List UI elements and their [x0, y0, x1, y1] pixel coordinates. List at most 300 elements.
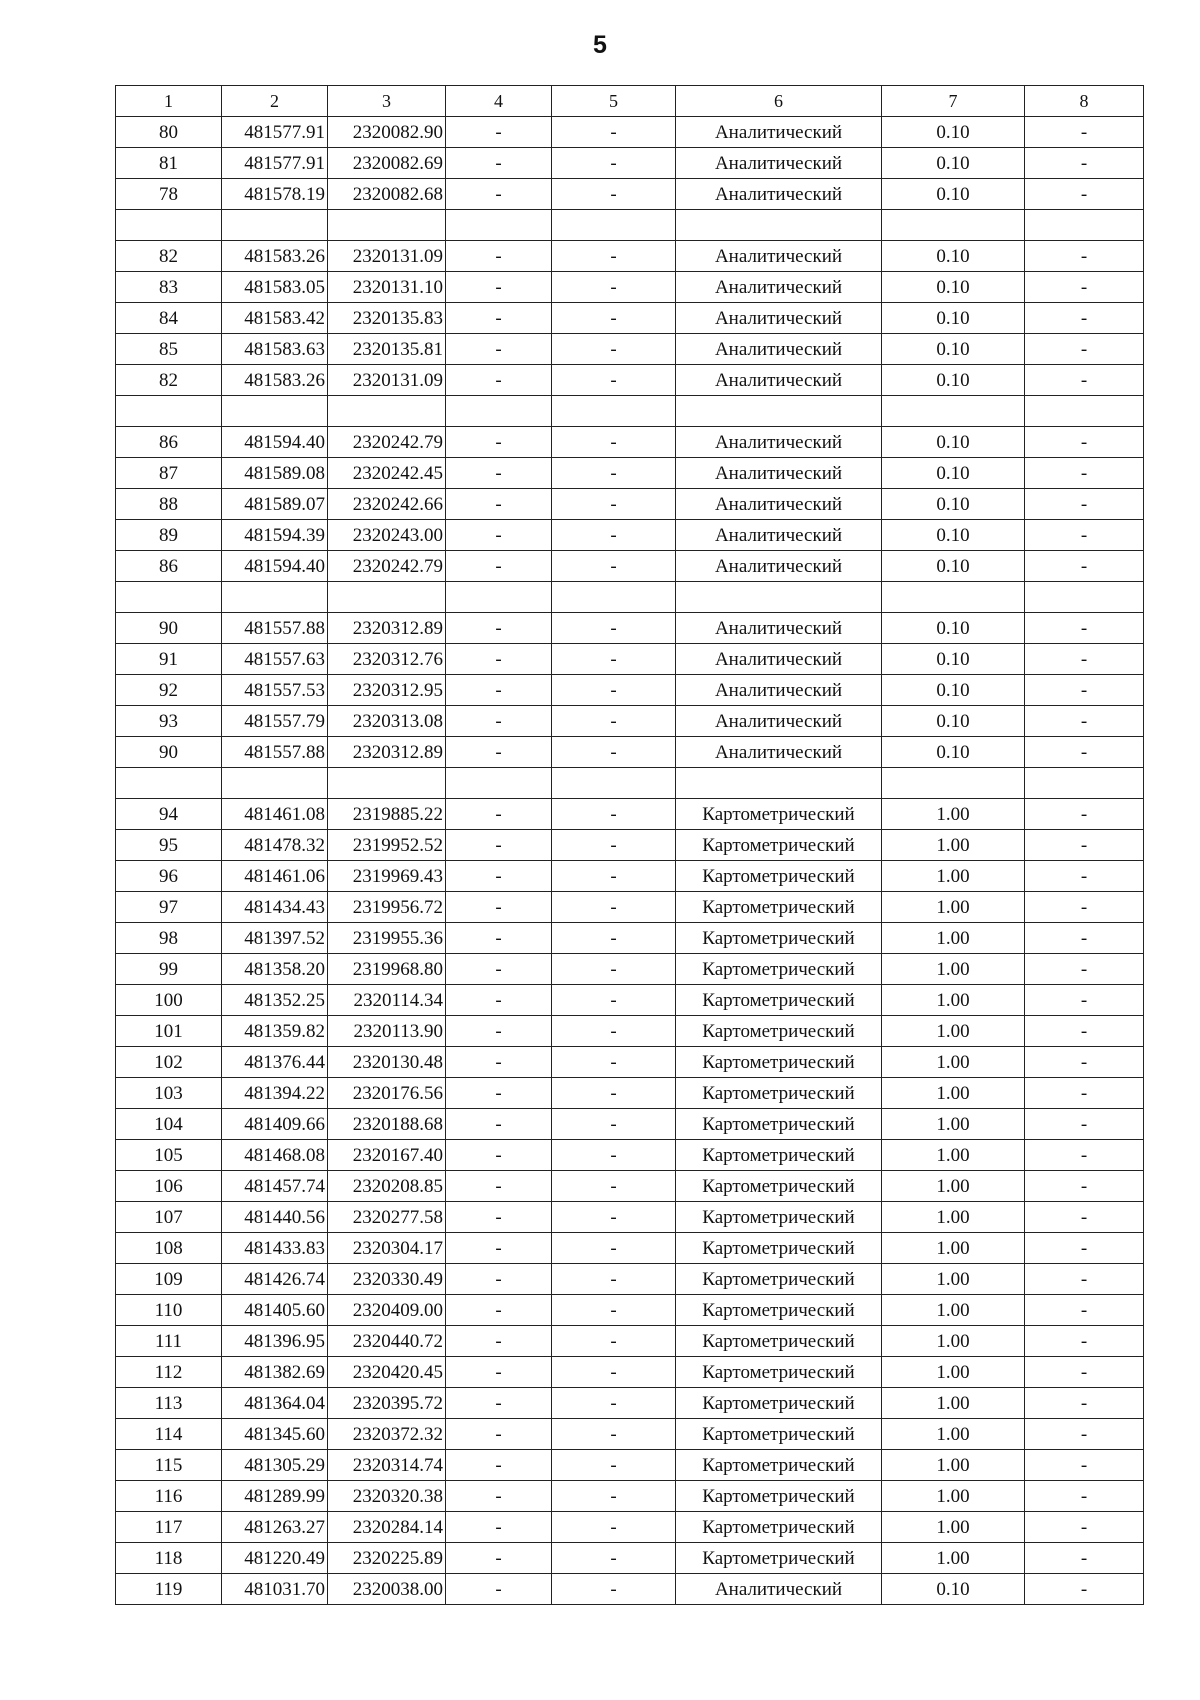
method-cell: Аналитический: [676, 675, 882, 706]
table-row: [116, 396, 1144, 427]
y-coordinate-cell: 2320320.38: [328, 1481, 446, 1512]
column-4-cell: -: [446, 1047, 552, 1078]
column-4-cell: -: [446, 613, 552, 644]
table-row: [116, 1171, 1144, 1202]
table-row: [116, 179, 1144, 210]
column-5-cell: -: [552, 1264, 676, 1295]
column-header: 6: [676, 86, 882, 117]
column-5-cell: -: [552, 1047, 676, 1078]
table-row: [116, 768, 1144, 799]
column-4-cell: -: [446, 1419, 552, 1450]
column-5-cell: -: [552, 241, 676, 272]
table-row: [116, 1016, 1144, 1047]
x-coordinate-cell: 481468.08: [222, 1140, 328, 1171]
x-coordinate-cell: 481583.26: [222, 241, 328, 272]
point-number-cell: 86: [116, 551, 222, 582]
column-5-cell: -: [552, 706, 676, 737]
column-5-cell: -: [552, 985, 676, 1016]
x-coordinate-cell: 481352.25: [222, 985, 328, 1016]
column-4-cell: -: [446, 489, 552, 520]
column-8-cell: -: [1025, 1574, 1144, 1605]
point-number-cell: 95: [116, 830, 222, 861]
point-number-cell: 100: [116, 985, 222, 1016]
column-4-cell: -: [446, 365, 552, 396]
accuracy-cell: 0.10: [882, 179, 1025, 210]
y-coordinate-cell: 2320167.40: [328, 1140, 446, 1171]
accuracy-cell: 1.00: [882, 1450, 1025, 1481]
column-4-cell: -: [446, 737, 552, 768]
column-5-cell: -: [552, 613, 676, 644]
accuracy-cell: 1.00: [882, 1481, 1025, 1512]
column-header: 1: [116, 86, 222, 117]
method-cell: Аналитический: [676, 458, 882, 489]
y-coordinate-cell: 2320135.81: [328, 334, 446, 365]
x-coordinate-cell: 481557.88: [222, 613, 328, 644]
y-coordinate-cell: 2320131.10: [328, 272, 446, 303]
y-coordinate-cell: 2320395.72: [328, 1388, 446, 1419]
method-cell: Аналитический: [676, 520, 882, 551]
column-5-cell: -: [552, 365, 676, 396]
point-number-cell: 80: [116, 117, 222, 148]
column-8-cell: -: [1025, 1233, 1144, 1264]
column-4-cell: -: [446, 706, 552, 737]
column-5-cell: -: [552, 1419, 676, 1450]
point-number-cell: [116, 768, 222, 799]
column-4-cell: -: [446, 1016, 552, 1047]
method-cell: Картометрический: [676, 1481, 882, 1512]
accuracy-cell: 0.10: [882, 1574, 1025, 1605]
column-4-cell: -: [446, 179, 552, 210]
accuracy-cell: 1.00: [882, 1357, 1025, 1388]
point-number-cell: 108: [116, 1233, 222, 1264]
column-8-cell: [1025, 396, 1144, 427]
column-4-cell: -: [446, 985, 552, 1016]
accuracy-cell: 0.10: [882, 365, 1025, 396]
table-row: [116, 1109, 1144, 1140]
table-row: [116, 210, 1144, 241]
table-row: [116, 334, 1144, 365]
method-cell: Картометрический: [676, 1109, 882, 1140]
point-number-cell: [116, 582, 222, 613]
column-8-cell: [1025, 210, 1144, 241]
column-5-cell: -: [552, 1388, 676, 1419]
point-number-cell: 78: [116, 179, 222, 210]
method-cell: [676, 396, 882, 427]
accuracy-cell: [882, 768, 1025, 799]
column-4-cell: -: [446, 148, 552, 179]
column-4-cell: -: [446, 1233, 552, 1264]
y-coordinate-cell: 2319952.52: [328, 830, 446, 861]
method-cell: Картометрический: [676, 1326, 882, 1357]
method-cell: Картометрический: [676, 1171, 882, 1202]
column-8-cell: -: [1025, 241, 1144, 272]
column-4-cell: -: [446, 861, 552, 892]
column-header: 5: [552, 86, 676, 117]
point-number-cell: 89: [116, 520, 222, 551]
y-coordinate-cell: 2319885.22: [328, 799, 446, 830]
table-row: [116, 737, 1144, 768]
point-number-cell: 83: [116, 272, 222, 303]
accuracy-cell: 1.00: [882, 1047, 1025, 1078]
x-coordinate-cell: 481457.74: [222, 1171, 328, 1202]
column-8-cell: -: [1025, 1109, 1144, 1140]
column-5-cell: -: [552, 1512, 676, 1543]
column-5-cell: -: [552, 551, 676, 582]
method-cell: Аналитический: [676, 272, 882, 303]
table-row: [116, 1419, 1144, 1450]
y-coordinate-cell: 2320312.76: [328, 644, 446, 675]
column-4-cell: -: [446, 1481, 552, 1512]
accuracy-cell: 0.10: [882, 613, 1025, 644]
y-coordinate-cell: 2320038.00: [328, 1574, 446, 1605]
table-row: [116, 241, 1144, 272]
table-row: [116, 1264, 1144, 1295]
method-cell: Аналитический: [676, 613, 882, 644]
column-8-cell: -: [1025, 892, 1144, 923]
x-coordinate-cell: 481589.07: [222, 489, 328, 520]
y-coordinate-cell: [328, 396, 446, 427]
method-cell: Аналитический: [676, 427, 882, 458]
table-header-row: [116, 86, 1144, 117]
x-coordinate-cell: 481409.66: [222, 1109, 328, 1140]
point-number-cell: 86: [116, 427, 222, 458]
column-5-cell: -: [552, 489, 676, 520]
point-number-cell: 116: [116, 1481, 222, 1512]
accuracy-cell: 1.00: [882, 1419, 1025, 1450]
point-number-cell: 119: [116, 1574, 222, 1605]
column-8-cell: -: [1025, 489, 1144, 520]
column-8-cell: -: [1025, 923, 1144, 954]
table-row: [116, 1357, 1144, 1388]
y-coordinate-cell: 2319969.43: [328, 861, 446, 892]
table-row: [116, 675, 1144, 706]
column-8-cell: [1025, 768, 1144, 799]
column-4-cell: -: [446, 520, 552, 551]
y-coordinate-cell: 2320242.79: [328, 427, 446, 458]
column-5-cell: -: [552, 179, 676, 210]
column-8-cell: -: [1025, 303, 1144, 334]
y-coordinate-cell: 2319956.72: [328, 892, 446, 923]
column-8-cell: -: [1025, 1202, 1144, 1233]
method-cell: [676, 210, 882, 241]
point-number-cell: 99: [116, 954, 222, 985]
accuracy-cell: 1.00: [882, 861, 1025, 892]
method-cell: [676, 582, 882, 613]
column-8-cell: -: [1025, 427, 1144, 458]
table-row: [116, 830, 1144, 861]
y-coordinate-cell: 2320314.74: [328, 1450, 446, 1481]
y-coordinate-cell: [328, 768, 446, 799]
accuracy-cell: 1.00: [882, 1140, 1025, 1171]
table-row: [116, 861, 1144, 892]
point-number-cell: 82: [116, 241, 222, 272]
x-coordinate-cell: 481376.44: [222, 1047, 328, 1078]
y-coordinate-cell: 2320114.34: [328, 985, 446, 1016]
column-8-cell: -: [1025, 1047, 1144, 1078]
point-number-cell: 103: [116, 1078, 222, 1109]
column-8-cell: -: [1025, 954, 1144, 985]
column-5-cell: -: [552, 923, 676, 954]
y-coordinate-cell: 2319968.80: [328, 954, 446, 985]
y-coordinate-cell: 2320313.08: [328, 706, 446, 737]
column-5-cell: -: [552, 1202, 676, 1233]
point-number-cell: 97: [116, 892, 222, 923]
method-cell: Картометрический: [676, 1419, 882, 1450]
column-4-cell: -: [446, 1512, 552, 1543]
column-5-cell: -: [552, 272, 676, 303]
column-5-cell: -: [552, 1357, 676, 1388]
y-coordinate-cell: 2320420.45: [328, 1357, 446, 1388]
accuracy-cell: 0.10: [882, 427, 1025, 458]
column-5-cell: [552, 396, 676, 427]
y-coordinate-cell: 2320208.85: [328, 1171, 446, 1202]
accuracy-cell: 1.00: [882, 830, 1025, 861]
x-coordinate-cell: 481583.05: [222, 272, 328, 303]
column-8-cell: -: [1025, 458, 1144, 489]
column-4-cell: -: [446, 1543, 552, 1574]
y-coordinate-cell: 2320242.66: [328, 489, 446, 520]
y-coordinate-cell: 2320312.89: [328, 737, 446, 768]
x-coordinate-cell: 481345.60: [222, 1419, 328, 1450]
method-cell: Картометрический: [676, 985, 882, 1016]
table-row: [116, 1481, 1144, 1512]
column-5-cell: -: [552, 830, 676, 861]
x-coordinate-cell: 481557.63: [222, 644, 328, 675]
table-row: [116, 489, 1144, 520]
column-header: 7: [882, 86, 1025, 117]
method-cell: Картометрический: [676, 1450, 882, 1481]
column-5-cell: -: [552, 1078, 676, 1109]
column-4-cell: [446, 768, 552, 799]
x-coordinate-cell: 481263.27: [222, 1512, 328, 1543]
accuracy-cell: 1.00: [882, 1264, 1025, 1295]
column-8-cell: -: [1025, 1016, 1144, 1047]
method-cell: Картометрический: [676, 1202, 882, 1233]
column-5-cell: -: [552, 1109, 676, 1140]
column-4-cell: -: [446, 644, 552, 675]
table-row: [116, 706, 1144, 737]
y-coordinate-cell: 2320130.48: [328, 1047, 446, 1078]
column-header: 3: [328, 86, 446, 117]
column-8-cell: -: [1025, 520, 1144, 551]
column-4-cell: -: [446, 1326, 552, 1357]
y-coordinate-cell: 2320135.83: [328, 303, 446, 334]
table-row: [116, 1512, 1144, 1543]
x-coordinate-cell: 481364.04: [222, 1388, 328, 1419]
column-4-cell: -: [446, 675, 552, 706]
method-cell: Аналитический: [676, 737, 882, 768]
table-row: [116, 1450, 1144, 1481]
point-number-cell: 101: [116, 1016, 222, 1047]
method-cell: Картометрический: [676, 923, 882, 954]
column-8-cell: -: [1025, 1543, 1144, 1574]
point-number-cell: 111: [116, 1326, 222, 1357]
method-cell: Картометрический: [676, 1295, 882, 1326]
column-8-cell: -: [1025, 272, 1144, 303]
x-coordinate-cell: 481031.70: [222, 1574, 328, 1605]
column-8-cell: -: [1025, 148, 1144, 179]
column-4-cell: -: [446, 241, 552, 272]
method-cell: Картометрический: [676, 1047, 882, 1078]
column-4-cell: -: [446, 1450, 552, 1481]
column-5-cell: [552, 768, 676, 799]
method-cell: Картометрический: [676, 1512, 882, 1543]
point-number-cell: 93: [116, 706, 222, 737]
column-8-cell: -: [1025, 1512, 1144, 1543]
column-4-cell: -: [446, 1109, 552, 1140]
y-coordinate-cell: 2320284.14: [328, 1512, 446, 1543]
table-row: [116, 551, 1144, 582]
x-coordinate-cell: 481305.29: [222, 1450, 328, 1481]
y-coordinate-cell: 2319955.36: [328, 923, 446, 954]
accuracy-cell: 0.10: [882, 272, 1025, 303]
column-5-cell: -: [552, 954, 676, 985]
column-header: 2: [222, 86, 328, 117]
x-coordinate-cell: 481396.95: [222, 1326, 328, 1357]
column-5-cell: [552, 582, 676, 613]
column-4-cell: -: [446, 1202, 552, 1233]
accuracy-cell: 0.10: [882, 706, 1025, 737]
column-4-cell: -: [446, 117, 552, 148]
accuracy-cell: 0.10: [882, 241, 1025, 272]
column-5-cell: -: [552, 892, 676, 923]
point-number-cell: 104: [116, 1109, 222, 1140]
column-4-cell: -: [446, 1264, 552, 1295]
method-cell: Картометрический: [676, 799, 882, 830]
column-8-cell: -: [1025, 1171, 1144, 1202]
column-5-cell: -: [552, 303, 676, 334]
point-number-cell: 106: [116, 1171, 222, 1202]
accuracy-cell: 1.00: [882, 985, 1025, 1016]
column-header: 8: [1025, 86, 1144, 117]
column-4-cell: -: [446, 551, 552, 582]
x-coordinate-cell: 481577.91: [222, 148, 328, 179]
method-cell: Аналитический: [676, 706, 882, 737]
table-row: [116, 985, 1144, 1016]
x-coordinate-cell: 481594.40: [222, 551, 328, 582]
y-coordinate-cell: 2320242.79: [328, 551, 446, 582]
method-cell: Картометрический: [676, 1016, 882, 1047]
column-8-cell: [1025, 582, 1144, 613]
method-cell: Аналитический: [676, 1574, 882, 1605]
y-coordinate-cell: [328, 582, 446, 613]
y-coordinate-cell: 2320113.90: [328, 1016, 446, 1047]
column-4-cell: -: [446, 799, 552, 830]
x-coordinate-cell: 481594.40: [222, 427, 328, 458]
accuracy-cell: 1.00: [882, 923, 1025, 954]
accuracy-cell: [882, 582, 1025, 613]
y-coordinate-cell: 2320277.58: [328, 1202, 446, 1233]
point-number-cell: 96: [116, 861, 222, 892]
point-number-cell: 107: [116, 1202, 222, 1233]
method-cell: Аналитический: [676, 551, 882, 582]
column-5-cell: -: [552, 1543, 676, 1574]
accuracy-cell: 0.10: [882, 675, 1025, 706]
column-8-cell: -: [1025, 365, 1144, 396]
x-coordinate-cell: 481434.43: [222, 892, 328, 923]
x-coordinate-cell: [222, 582, 328, 613]
column-8-cell: -: [1025, 613, 1144, 644]
column-5-cell: -: [552, 1481, 676, 1512]
table-row: [116, 458, 1144, 489]
table-row: [116, 923, 1144, 954]
point-number-cell: 91: [116, 644, 222, 675]
table-row: [116, 1574, 1144, 1605]
y-coordinate-cell: 2320131.09: [328, 241, 446, 272]
column-5-cell: -: [552, 334, 676, 365]
table-row: [116, 1047, 1144, 1078]
column-5-cell: -: [552, 1171, 676, 1202]
column-4-cell: -: [446, 1078, 552, 1109]
point-number-cell: 98: [116, 923, 222, 954]
x-coordinate-cell: 481589.08: [222, 458, 328, 489]
column-5-cell: -: [552, 644, 676, 675]
method-cell: Аналитический: [676, 117, 882, 148]
y-coordinate-cell: 2320225.89: [328, 1543, 446, 1574]
column-5-cell: -: [552, 520, 676, 551]
column-8-cell: -: [1025, 985, 1144, 1016]
x-coordinate-cell: 481557.88: [222, 737, 328, 768]
y-coordinate-cell: 2320312.89: [328, 613, 446, 644]
method-cell: Картометрический: [676, 1264, 882, 1295]
column-5-cell: -: [552, 1233, 676, 1264]
column-5-cell: -: [552, 675, 676, 706]
column-5-cell: -: [552, 1140, 676, 1171]
method-cell: Аналитический: [676, 644, 882, 675]
method-cell: Аналитический: [676, 241, 882, 272]
method-cell: Картометрический: [676, 892, 882, 923]
point-number-cell: 87: [116, 458, 222, 489]
column-4-cell: -: [446, 303, 552, 334]
point-number-cell: 102: [116, 1047, 222, 1078]
x-coordinate-cell: 481461.08: [222, 799, 328, 830]
column-5-cell: -: [552, 1450, 676, 1481]
column-4-cell: -: [446, 1574, 552, 1605]
y-coordinate-cell: 2320243.00: [328, 520, 446, 551]
x-coordinate-cell: 481397.52: [222, 923, 328, 954]
column-4-cell: [446, 210, 552, 241]
column-8-cell: -: [1025, 117, 1144, 148]
accuracy-cell: 1.00: [882, 1016, 1025, 1047]
column-8-cell: -: [1025, 1326, 1144, 1357]
accuracy-cell: 0.10: [882, 148, 1025, 179]
accuracy-cell: 0.10: [882, 334, 1025, 365]
method-cell: Картометрический: [676, 830, 882, 861]
point-number-cell: 114: [116, 1419, 222, 1450]
x-coordinate-cell: 481583.26: [222, 365, 328, 396]
x-coordinate-cell: [222, 396, 328, 427]
accuracy-cell: 1.00: [882, 1109, 1025, 1140]
point-number-cell: 117: [116, 1512, 222, 1543]
point-number-cell: 92: [116, 675, 222, 706]
method-cell: Аналитический: [676, 148, 882, 179]
accuracy-cell: 0.10: [882, 489, 1025, 520]
column-8-cell: -: [1025, 644, 1144, 675]
table-row: [116, 1233, 1144, 1264]
point-number-cell: 84: [116, 303, 222, 334]
table-row: [116, 1078, 1144, 1109]
y-coordinate-cell: 2320082.68: [328, 179, 446, 210]
x-coordinate-cell: 481382.69: [222, 1357, 328, 1388]
table-row: [116, 644, 1144, 675]
accuracy-cell: 1.00: [882, 1388, 1025, 1419]
accuracy-cell: 1.00: [882, 1202, 1025, 1233]
column-5-cell: -: [552, 1326, 676, 1357]
column-4-cell: -: [446, 830, 552, 861]
column-4-cell: -: [446, 954, 552, 985]
accuracy-cell: 0.10: [882, 644, 1025, 675]
point-number-cell: 112: [116, 1357, 222, 1388]
